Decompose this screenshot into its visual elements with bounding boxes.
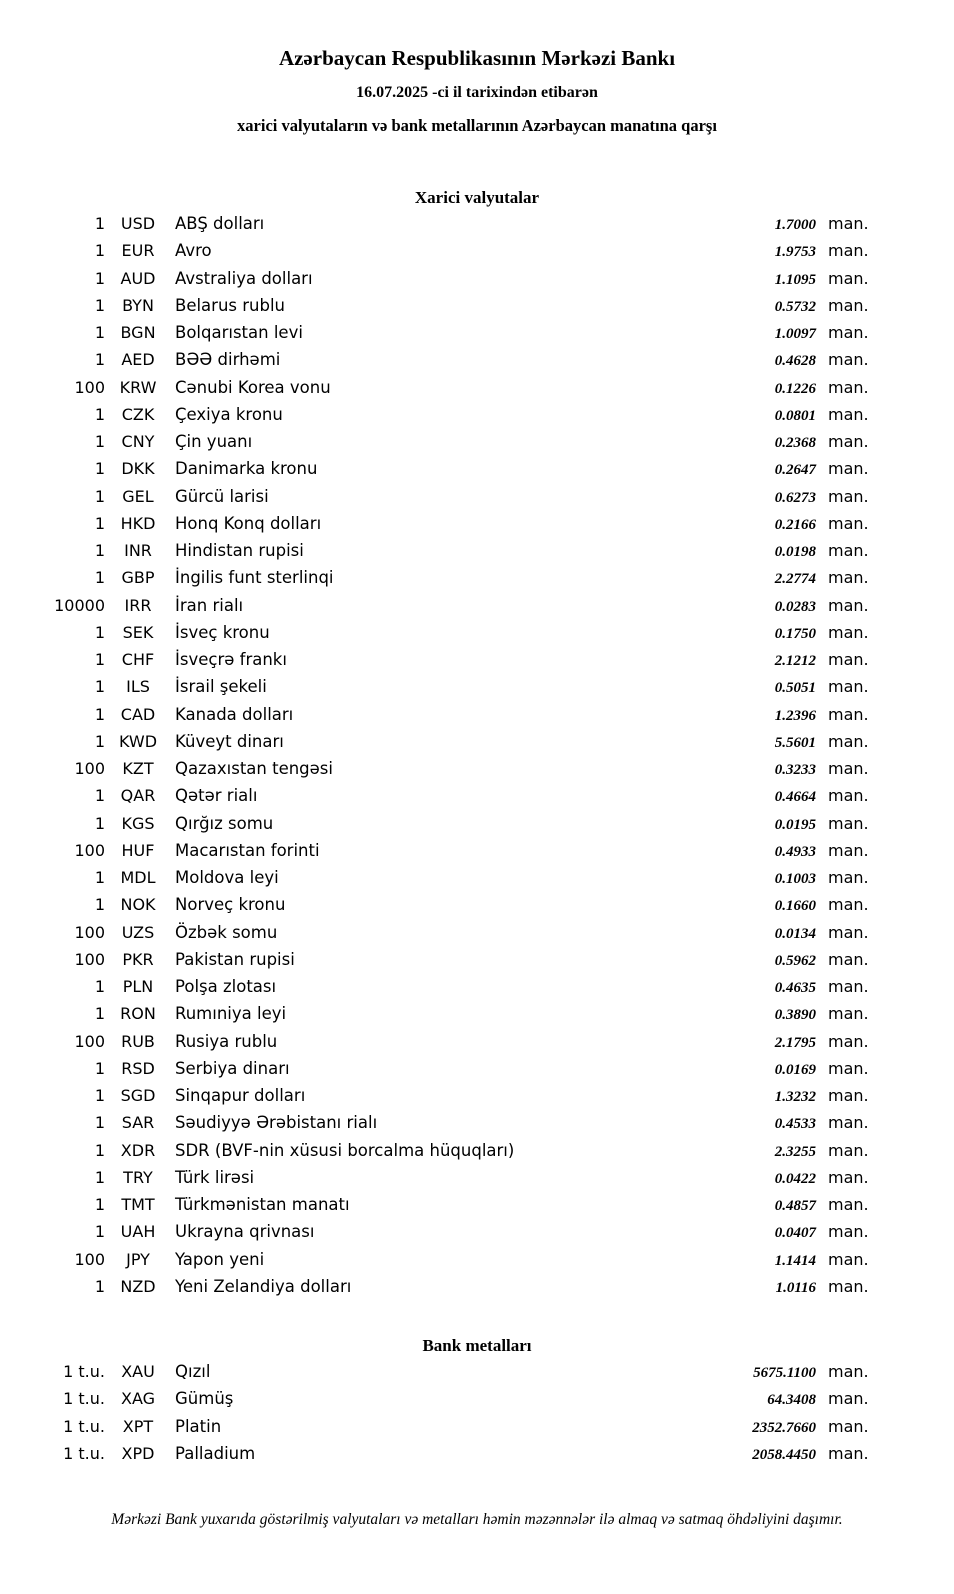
disclaimer-text: Mərkəzi Bank yuxarıda göstərilmiş valyutaları və metalları həmin məzənnələr ilə almaq və satmaq öhdəliyini daşımır. <box>111 1511 843 1529</box>
rate-row <box>40 323 872 350</box>
currency-name: ABŞ dolları <box>175 214 265 234</box>
rate-row <box>40 1141 872 1168</box>
currency-name: SDR (BVF-nin xüsusi borcalma hüquqları) <box>175 1140 515 1160</box>
currency-name: Pakistan rupisi <box>175 949 295 969</box>
rate-value: 64.3408 <box>767 1392 816 1409</box>
currency-name: İran rialı <box>175 595 244 615</box>
quantity: 1 <box>94 1276 105 1296</box>
bank-title: Azərbaycan Respublikasının Mərkəzi Bankı <box>278 46 676 70</box>
rate-value: 0.0801 <box>774 407 816 424</box>
currency-code: UAH <box>120 1222 156 1242</box>
quantity: 1 t.u. <box>63 1362 105 1382</box>
rate-row <box>40 814 872 841</box>
rate-row <box>40 923 872 950</box>
currency-code: NZD <box>120 1276 156 1296</box>
rate-value: 0.3890 <box>774 1007 816 1024</box>
currency-name: Qızıl <box>175 1362 211 1382</box>
currency-name: Moldova leyi <box>175 868 279 888</box>
rate-unit: man. <box>828 377 869 397</box>
currency-name: Serbiya dinarı <box>175 1058 290 1078</box>
rate-row <box>40 677 872 704</box>
quantity: 1 <box>94 1222 105 1242</box>
currency-name: Sinqapur dolları <box>175 1086 306 1106</box>
rate-row <box>40 1168 872 1195</box>
quantity: 1 <box>94 459 105 479</box>
rate-unit: man. <box>828 677 869 697</box>
currency-code: XDR <box>120 1140 156 1160</box>
currency-name: Çin yuanı <box>175 432 253 452</box>
currency-name: Gürcü larisi <box>175 486 269 506</box>
currency-code: XAU <box>121 1362 155 1382</box>
rate-value: 0.2368 <box>774 435 816 452</box>
rate-unit: man. <box>828 1416 869 1436</box>
currency-code: QAR <box>120 786 156 806</box>
rate-unit: man. <box>828 949 869 969</box>
quantity: 100 <box>74 1031 105 1051</box>
rate-value: 0.5051 <box>774 680 816 697</box>
rate-value: 0.1750 <box>774 625 816 642</box>
effective-date: 16.07.2025 -ci il tarixindən etibarən <box>356 84 598 102</box>
rate-value: 5.5601 <box>774 734 816 751</box>
rate-value: 0.0134 <box>774 925 816 942</box>
quantity: 100 <box>74 759 105 779</box>
quantity: 100 <box>74 840 105 860</box>
quantity: 100 <box>74 949 105 969</box>
rate-row <box>40 541 872 568</box>
quantity: 100 <box>74 922 105 942</box>
rate-unit: man. <box>828 650 869 670</box>
quantity: 100 <box>74 1249 105 1269</box>
quantity: 1 <box>94 513 105 533</box>
rate-unit: man. <box>828 404 869 424</box>
rate-unit: man. <box>828 459 869 479</box>
rate-value: 1.1095 <box>774 271 816 288</box>
currency-code: SAR <box>121 1113 155 1133</box>
currency-name: Türk lirəsi <box>175 1167 255 1187</box>
quantity: 1 <box>94 1140 105 1160</box>
rate-row <box>40 459 872 486</box>
quantity: 1 <box>94 622 105 642</box>
currency-name: İngilis funt sterlinqi <box>175 568 334 588</box>
rate-value: 0.4664 <box>774 789 816 806</box>
currency-name: İsveçrə frankı <box>175 650 287 670</box>
rate-value: 1.9753 <box>774 244 816 261</box>
rate-value: 1.0116 <box>775 1279 816 1296</box>
rate-value: 0.1003 <box>774 871 816 888</box>
rate-value: 0.5732 <box>774 298 816 315</box>
rate-unit: man. <box>828 350 869 370</box>
rate-row <box>40 214 872 241</box>
currency-code: AUD <box>120 268 156 288</box>
rate-unit: man. <box>828 1004 869 1024</box>
currency-code: PLN <box>122 977 154 997</box>
rate-unit: man. <box>828 1389 869 1409</box>
currency-name: Palladium <box>175 1443 256 1463</box>
rate-value: 0.5962 <box>774 952 816 969</box>
currency-code: XPD <box>121 1443 155 1463</box>
currency-code: JPY <box>126 1249 150 1269</box>
currency-name: Rusiya rublu <box>175 1031 278 1051</box>
quantity: 1 <box>94 568 105 588</box>
currency-code: XPT <box>122 1416 154 1436</box>
currency-code: IRR <box>124 595 152 615</box>
quantity: 1 <box>94 813 105 833</box>
rate-row <box>40 405 872 432</box>
rate-unit: man. <box>828 895 869 915</box>
rate-value: 0.0422 <box>774 1170 816 1187</box>
rate-value: 0.1226 <box>774 380 816 397</box>
rate-unit: man. <box>828 1086 869 1106</box>
currency-code: BGN <box>120 323 156 343</box>
currency-code: MDL <box>120 868 156 888</box>
rate-row <box>40 895 872 922</box>
rate-value: 0.4628 <box>774 353 816 370</box>
rate-unit: man. <box>828 622 869 642</box>
rate-row <box>40 487 872 514</box>
currency-name: Danimarka kronu <box>175 459 318 479</box>
quantity: 1 <box>94 1058 105 1078</box>
quantity: 10000 <box>54 595 105 615</box>
rate-unit: man. <box>828 323 869 343</box>
rate-unit: man. <box>828 731 869 751</box>
rate-unit: man. <box>828 295 869 315</box>
currency-name: Kanada dolları <box>175 704 294 724</box>
quantity: 1 <box>94 1167 105 1187</box>
rate-unit: man. <box>828 513 869 533</box>
rate-row <box>40 1277 872 1304</box>
currency-code: USD <box>120 214 156 234</box>
rate-unit: man. <box>828 1222 869 1242</box>
currency-name: Çexiya kronu <box>175 404 283 424</box>
rate-value: 1.0097 <box>774 326 816 343</box>
rate-row <box>40 705 872 732</box>
rate-row <box>40 269 872 296</box>
rate-row <box>40 432 872 459</box>
rate-unit: man. <box>828 1113 869 1133</box>
quantity: 1 t.u. <box>63 1389 105 1409</box>
rate-row <box>40 759 872 786</box>
rate-row <box>40 1059 872 1086</box>
rate-row <box>40 1086 872 1113</box>
currency-code: CAD <box>120 704 156 724</box>
quantity: 1 <box>94 731 105 751</box>
currency-code: KGS <box>121 813 155 833</box>
rate-value: 2.3255 <box>774 1143 816 1160</box>
rate-value: 0.0195 <box>774 816 816 833</box>
quantity: 1 <box>94 214 105 234</box>
currency-name: Qırğız somu <box>175 813 274 833</box>
currency-code: KZT <box>122 759 154 779</box>
rate-row <box>40 868 872 895</box>
rate-row <box>40 1250 872 1277</box>
currency-name: Cənubi Korea vonu <box>175 377 331 397</box>
currency-code: RON <box>120 1004 156 1024</box>
rate-unit: man. <box>828 759 869 779</box>
rate-row <box>40 841 872 868</box>
currency-code: RSD <box>121 1058 155 1078</box>
quantity: 1 <box>94 1113 105 1133</box>
rate-unit: man. <box>828 922 869 942</box>
currency-code: SGD <box>120 1086 156 1106</box>
quantity: 1 <box>94 786 105 806</box>
currency-name: Avstraliya dolları <box>175 268 313 288</box>
rate-row <box>40 1389 872 1416</box>
rate-row <box>40 596 872 623</box>
currency-name: Avro <box>175 241 212 261</box>
rate-row <box>40 296 872 323</box>
rate-unit: man. <box>828 786 869 806</box>
rate-value: 0.3233 <box>774 762 816 779</box>
currency-code: UZS <box>121 922 155 942</box>
rate-unit: man. <box>828 1276 869 1296</box>
currency-name: İsveç kronu <box>175 622 270 642</box>
currency-name: Küveyt dinarı <box>175 731 284 751</box>
currency-code: KRW <box>119 377 157 397</box>
rate-row <box>40 1362 872 1389</box>
currency-name: Səudiyyə Ərəbistanı rialı <box>175 1113 378 1133</box>
rate-row <box>40 568 872 595</box>
currency-code: NOK <box>120 895 156 915</box>
currency-name: Türkmənistan manatı <box>175 1195 350 1215</box>
currency-code: ILS <box>126 677 150 697</box>
rate-value: 1.2396 <box>774 707 816 724</box>
currency-code: RUB <box>121 1031 155 1051</box>
rate-table <box>0 208 954 1304</box>
currency-code: TMT <box>121 1195 155 1215</box>
quantity: 1 <box>94 868 105 888</box>
quantity: 1 <box>94 704 105 724</box>
currency-code: KWD <box>118 731 158 751</box>
quantity: 1 <box>94 895 105 915</box>
currency-code: DKK <box>121 459 155 479</box>
quantity: 1 t.u. <box>63 1416 105 1436</box>
quantity: 1 <box>94 295 105 315</box>
currency-code: GBP <box>121 568 155 588</box>
section-heading: Xarici valyutalar <box>414 188 540 208</box>
rate-row <box>40 1444 872 1471</box>
quantity: 1 <box>94 350 105 370</box>
rate-value: 0.4533 <box>774 1116 816 1133</box>
currency-name: Yeni Zelandiya dolları <box>175 1276 352 1296</box>
currency-name: İsrail şekeli <box>175 677 267 697</box>
currency-name: Belarus rublu <box>175 295 286 315</box>
rate-unit: man. <box>828 868 869 888</box>
rate-unit: man. <box>828 704 869 724</box>
rate-value: 2.2774 <box>774 571 816 588</box>
currency-code: EUR <box>121 241 155 261</box>
currency-code: TRY <box>123 1167 153 1187</box>
currency-code: GEL <box>122 486 154 506</box>
currency-code: HKD <box>120 513 156 533</box>
quantity: 1 t.u. <box>63 1443 105 1463</box>
currency-name: Hindistan rupisi <box>175 541 304 561</box>
rate-table <box>0 1356 954 1471</box>
rate-value: 1.1414 <box>774 1252 816 1269</box>
quantity: 1 <box>94 650 105 670</box>
currency-code: PKR <box>122 949 154 969</box>
currency-name: BƏƏ dirhəmi <box>175 350 281 370</box>
currency-name: Polşa zlotası <box>175 977 277 997</box>
rate-unit: man. <box>828 432 869 452</box>
rate-value: 0.2647 <box>774 462 816 479</box>
currency-code: CNY <box>121 432 155 452</box>
rate-value: 5675.1100 <box>753 1365 816 1382</box>
rate-unit: man. <box>828 1140 869 1160</box>
rate-unit: man. <box>828 595 869 615</box>
rate-row <box>40 650 872 677</box>
rate-value: 0.4635 <box>774 980 816 997</box>
rate-value: 0.4933 <box>774 843 816 860</box>
rate-value: 2352.7660 <box>752 1419 816 1436</box>
rate-row <box>40 350 872 377</box>
rate-unit: man. <box>828 840 869 860</box>
currency-name: Honq Konq dolları <box>175 513 322 533</box>
rate-unit: man. <box>828 541 869 561</box>
currency-code: AED <box>121 350 155 370</box>
rate-unit: man. <box>828 1195 869 1215</box>
rate-value: 0.1660 <box>774 898 816 915</box>
rate-value: 0.0407 <box>774 1225 816 1242</box>
rate-unit: man. <box>828 486 869 506</box>
rate-row <box>40 1417 872 1444</box>
rate-value: 2.1795 <box>774 1034 816 1051</box>
document-subtitle: xarici valyutaların və bank metallarının Azərbaycan manatına qarşı <box>237 116 717 136</box>
currency-name: Gümüş <box>175 1389 234 1409</box>
rate-value: 0.0198 <box>774 544 816 561</box>
rate-row <box>40 950 872 977</box>
currency-name: Macarıstan forinti <box>175 840 320 860</box>
currency-name: Bolqarıstan levi <box>175 323 303 343</box>
rate-value: 0.4857 <box>774 1198 816 1215</box>
currency-name: Qətər rialı <box>175 786 258 806</box>
currency-code: XAG <box>120 1389 156 1409</box>
rate-row <box>40 1195 872 1222</box>
quantity: 1 <box>94 404 105 424</box>
rate-unit: man. <box>828 1249 869 1269</box>
rate-value: 2.1212 <box>774 653 816 670</box>
quantity: 1 <box>94 677 105 697</box>
quantity: 1 <box>94 323 105 343</box>
rate-value: 0.0283 <box>774 598 816 615</box>
currency-code: HUF <box>121 840 155 860</box>
sections <box>0 188 954 1471</box>
rate-value: 0.2166 <box>774 516 816 533</box>
rate-unit: man. <box>828 977 869 997</box>
rate-unit: man. <box>828 214 869 234</box>
currency-name: Norveç kronu <box>175 895 286 915</box>
rate-row <box>40 623 872 650</box>
rate-row <box>40 1222 872 1249</box>
rate-row <box>40 786 872 813</box>
currency-name: Qazaxıstan tengəsi <box>175 759 333 779</box>
rate-unit: man. <box>828 241 869 261</box>
rate-unit: man. <box>828 1167 869 1187</box>
rate-row <box>40 977 872 1004</box>
currency-code: SEK <box>122 622 154 642</box>
rate-row <box>40 241 872 268</box>
rate-value: 0.6273 <box>774 489 816 506</box>
quantity: 1 <box>94 241 105 261</box>
currency-code: INR <box>124 541 152 561</box>
rate-row <box>40 1004 872 1031</box>
rate-unit: man. <box>828 1031 869 1051</box>
rate-unit: man. <box>828 568 869 588</box>
rate-value: 1.7000 <box>774 217 816 234</box>
quantity: 1 <box>94 1086 105 1106</box>
rate-row <box>40 514 872 541</box>
currency-name: Platin <box>175 1416 222 1436</box>
rate-row <box>40 1032 872 1059</box>
rate-value: 2058.4450 <box>752 1446 816 1463</box>
currency-name: Özbək somu <box>175 922 278 942</box>
currency-code: CHF <box>121 650 155 670</box>
section-heading: Bank metalları <box>422 1336 532 1356</box>
quantity: 1 <box>94 1195 105 1215</box>
rate-unit: man. <box>828 1058 869 1078</box>
rate-unit: man. <box>828 1443 869 1463</box>
rate-row <box>40 732 872 759</box>
currency-name: Ukrayna qrivnası <box>175 1222 315 1242</box>
rate-value: 1.3232 <box>774 1089 816 1106</box>
rate-unit: man. <box>828 813 869 833</box>
quantity: 1 <box>94 432 105 452</box>
quantity: 1 <box>94 977 105 997</box>
rate-unit: man. <box>828 268 869 288</box>
rate-row <box>40 1113 872 1140</box>
currency-code: BYN <box>122 295 154 315</box>
quantity: 1 <box>94 268 105 288</box>
currency-name: Yapon yeni <box>175 1249 265 1269</box>
rate-value: 0.0169 <box>774 1061 816 1078</box>
quantity: 1 <box>94 541 105 561</box>
quantity: 1 <box>94 1004 105 1024</box>
quantity: 1 <box>94 486 105 506</box>
currency-name: Rumıniya leyi <box>175 1004 287 1024</box>
rate-row <box>40 378 872 405</box>
rate-unit: man. <box>828 1362 869 1382</box>
currency-code: CZK <box>121 404 155 424</box>
quantity: 100 <box>74 377 105 397</box>
